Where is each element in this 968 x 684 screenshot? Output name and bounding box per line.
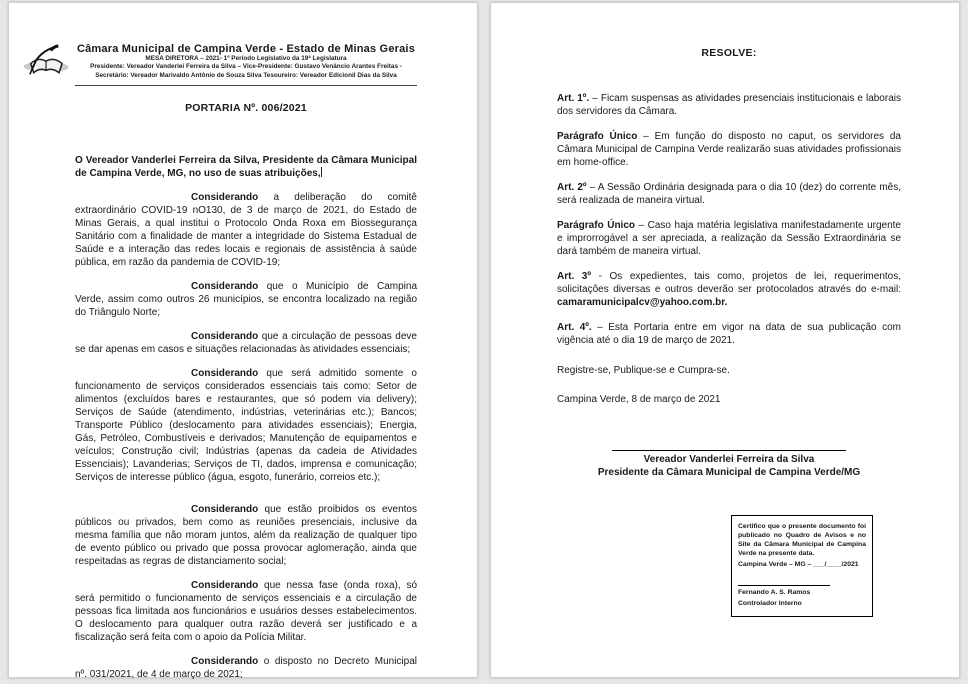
stamp-signature-rule (738, 585, 830, 586)
article-paragraph (557, 270, 901, 309)
considerando-paragraph (75, 330, 417, 356)
letterhead-line-1: MESA DIRETORA – 2021- 1º Período Legislativo da 19ª Legislatura (145, 55, 347, 62)
considerando-lead: Considerando (191, 331, 259, 343)
intro-text: O Vereador Vanderlei Ferreira da Silva, Presidente da Câmara Municipal de Campina Verde, MG, no uso de suas atribuições, (75, 155, 417, 180)
stamp-signatory-role: Controlador Interno (738, 600, 802, 607)
document-page-2[interactable] (490, 2, 960, 678)
letterhead (75, 43, 417, 86)
considerando-paragraph (75, 367, 417, 484)
considerando-paragraph (75, 503, 417, 568)
stamp-certification-text: Certifico que o presente documento foi publicado no Quadro de Avisos e no Site da Câmara Municipal de Campina Verde na presente data. (738, 523, 866, 557)
article-lead: Art. 4º. (557, 322, 592, 333)
signatory-role: Presidente da Câmara Municipal de Campina Verde/MG (597, 467, 861, 478)
article-lead: Art. 1º. (557, 93, 590, 104)
article-lead: Art. 2º (557, 182, 587, 193)
intro-paragraph (75, 154, 417, 180)
letterhead-line-3: Secretário: Vereador Marivaldo Antônio de Souza Silva Tesoureiro: Vereador Edicionil Dias da Silva (95, 71, 397, 79)
article-lead: Parágrafo Único (557, 131, 638, 142)
considerando-paragraph (75, 655, 417, 681)
considerando-paragraph (75, 191, 417, 269)
article-text: – A Sessão Ordinária designada para o dia 10 (dez) do corrente mês, será realizada de maneira virtual. (557, 182, 901, 206)
considerando-text: que nessa fase (onda roxa), só será permitido o funcionamento de serviços essenciais e a circulação de pessoas fica limitada aos funcionários e usuários desses estabelecimentos. O deslocamento para qualquer outra razão deverá ser justificado e a fiscalização será feita com o apoio da Polícia Militar. (75, 580, 417, 644)
resolve-heading: RESOLVE: (701, 47, 757, 59)
considerando-lead: Considerando (191, 192, 259, 204)
article-paragraph (557, 130, 901, 169)
considerando-lead: Considerando (191, 504, 259, 516)
place-date-line: Campina Verde, 8 de março de 2021 (557, 394, 721, 405)
considerando-paragraph (75, 579, 417, 644)
article-text: - Os expedientes, tais como, projetos de lei, requerimentos, solicitações diversas e outros deverão ser protocolados através do e-mail: (557, 271, 901, 295)
text-cursor (321, 167, 322, 177)
signatory-name: Vereador Vanderlei Ferreira da Silva (643, 454, 815, 465)
article-text: – Em função do disposto no caput, os servidores da Câmara Municipal de Campina Verde realizarão suas atividades profissionais em home-office. (557, 131, 901, 168)
article-lead: Art. 3º (557, 271, 592, 282)
signature-block (557, 450, 901, 479)
considerando-lead: Considerando (191, 656, 259, 668)
article-text: – Esta Portaria entre em vigor na data de sua publicação com vigência até o dia 19 de março de 2021. (557, 322, 901, 346)
considerando-text: que estão proibidos os eventos públicos ou privados, bem como as reuniões presenciais, inclusive da mesma família que não moram juntos, além da realização de qualquer tipo de evento público ou privado que possa provocar aglomeração, ainda que respeitadas as regras de distanciamento social; (75, 504, 417, 568)
considerando-lead: Considerando (191, 580, 259, 592)
open-book-quill-logo-icon (23, 43, 69, 81)
considerando-text: que o Município de Campina Verde, assim como outros 26 municípios, se encontra localizado na região do Triângulo Norte; (75, 281, 417, 319)
considerando-text: o disposto no Decreto Municipal nº. 031/2021, de 4 de março de 2021; (75, 656, 417, 681)
considerando-text: que será admitido somente o funcionamento de serviços considerados essenciais tais como: Setor de alimentos (excluídos bares e restaurantes, que só podem via delivery); Serviços de Saúde (atendimento, indústrias, veterinárias etc.); Bancos; Transporte Público (deslocamento para atividades essenciais); Energia, Gás, Petróleo, Combustíveis e derivados; Manutenção de equipamentos e veículos; Construção civil; Indústrias (apenas da cadeia de Atividades Essenciais); Lavanderias; Serviços de TI, dados, imprensa e comunicação; Serviços de interesse público (água, esgoto, funerário, correios etc.); (75, 368, 417, 484)
signature-rule (612, 450, 846, 451)
certification-stamp (731, 515, 873, 617)
org-name: Câmara Municipal de Campina Verde - Estado de Minas Gerais (76, 43, 416, 55)
closing-formula: Registre-se, Publique-se e Cumpra-se. (557, 365, 730, 376)
article-paragraph (557, 321, 901, 347)
stamp-signatory-name: Fernando A. S. Ramos (738, 589, 811, 596)
protocol-email: camaramunicipalcv@yahoo.com.br. (557, 297, 728, 308)
article-text: – Ficam suspensas as atividades presenciais institucionais e laborais dos servidores da Câmara. (557, 93, 901, 117)
document-page-1[interactable] (8, 2, 478, 681)
stamp-date-line: Campina Verde – MG – ___/____/2021 (738, 561, 859, 568)
article-paragraph (557, 92, 901, 118)
considerando-lead: Considerando (191, 368, 259, 380)
considerando-paragraph (75, 280, 417, 319)
article-paragraph (557, 181, 901, 207)
document-title: PORTARIA Nº. 006/2021 (185, 102, 307, 115)
considerando-lead: Considerando (191, 281, 259, 293)
letterhead-line-2: Presidente: Vereador Vanderlei Ferreira da Silva – Vice-Presidente: Gustavo Venâncio Arantes Freitas - (90, 63, 402, 71)
article-paragraph (557, 219, 901, 258)
considerando-text: a deliberação do comitê extraordinário COVID-19 nO130, de 3 de março de 2021, do Estado de Minas Gerais, a qual institui o Protocolo Onda Roxa em Biossegurança Sanitário com a finalidade de manter a integridade do Sistema Estadual de Saúde e a interação das redes locais e regionais de assistência à saúde pública, em razão da pandemia de COVID-19; (75, 192, 417, 269)
article-text: – Caso haja matéria legislativa manifestadamente urgente e improrrogável a ser apreciada, a realização da Sessão Extraordinária se dará também de maneira virtual. (557, 220, 901, 257)
considerando-text: que a circulação de pessoas deve se dar apenas em casos e situações relacionadas às atividades essenciais; (75, 331, 417, 356)
article-lead: Parágrafo Único (557, 220, 635, 231)
